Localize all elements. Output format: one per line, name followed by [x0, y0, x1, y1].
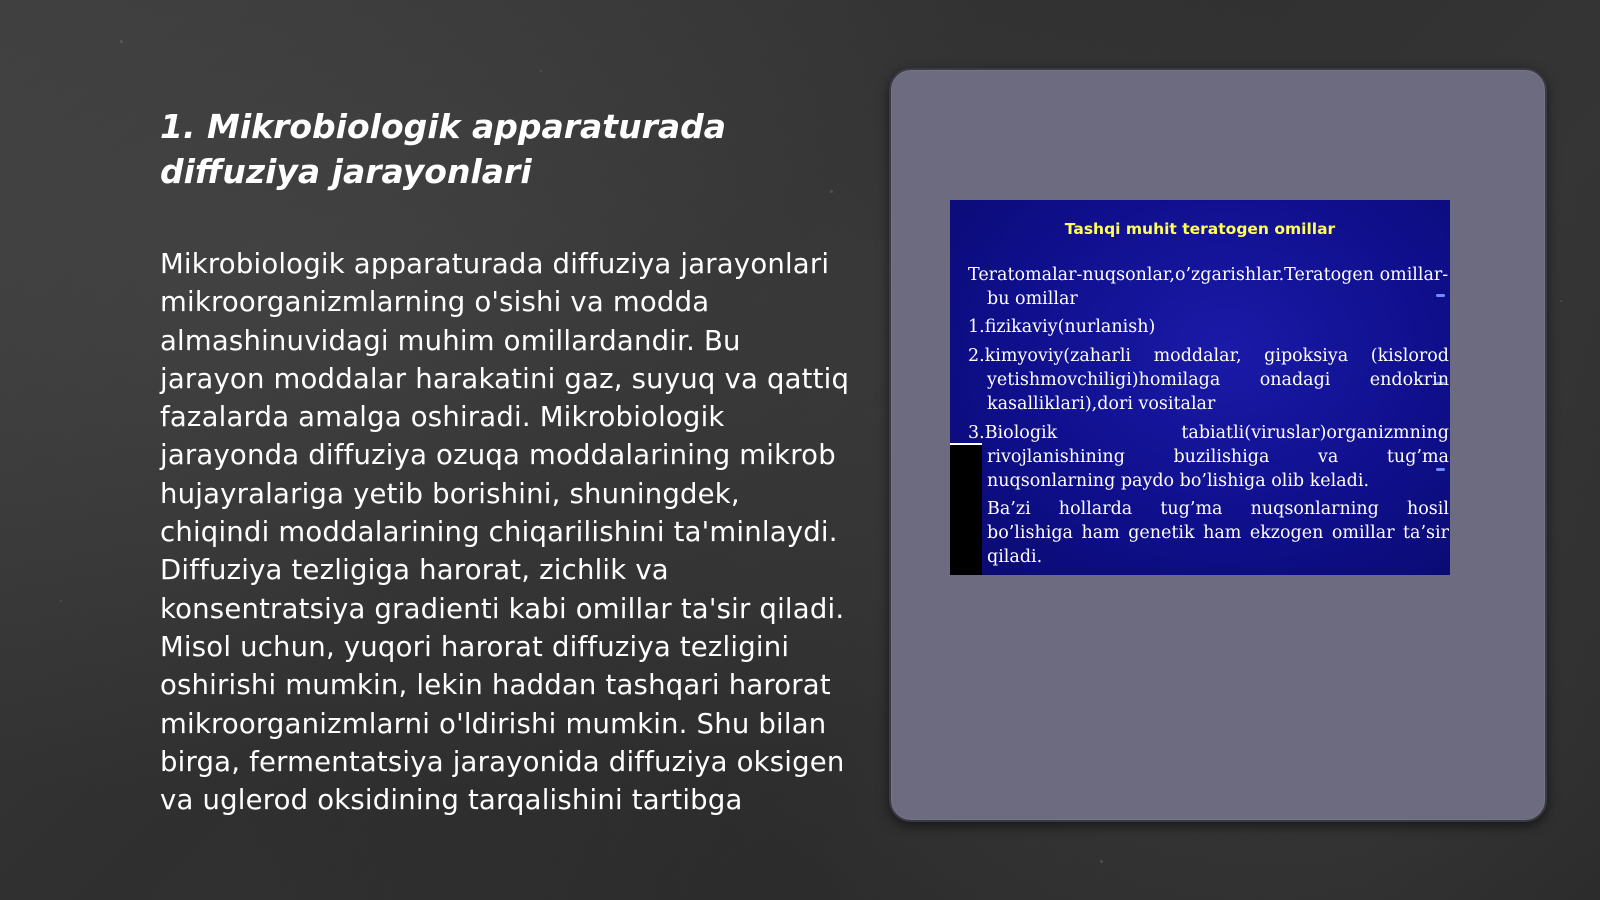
embedded-slide-title: Tashqi muhit teratogen omillar	[1064, 220, 1336, 238]
chalk-texture	[60, 600, 62, 602]
embedded-item-chemical: 2.kimyoviy(zaharli moddalar, gipoksiya (kislorod yetishmovchiligi)homilaga onadagi endokrin kasalliklari),dori vositalar	[968, 346, 1449, 414]
chalk-texture	[830, 190, 833, 193]
slide-body-text: Mikrobiologik apparaturada diffuziya jarayonlari mikroorganizmlarning o'sishi va modda almashinuvidagi muhim omillardandir. Bu jarayon moddalar harakatini gaz, suyuq va qattiq fazalarda amalga oshiradi. Mikrobiologik jarayonda diffuziya ozuqa moddalarining mikrob hujayralariga yetib borishini, shuningdek, chiqindi moddalarining chiqarilishini ta'minlaydi. Diffuziya tezligiga harorat, zichlik va konsentratsiya gradienti kabi omillar ta'sir qiladi. Misol uchun, yuqori harorat diffuziya tezligini oshirishi mumkin, lekin haddan tashqari harorat mikroorganizmlarni o'ldirishi mumkin. Shu bilan birga, fermentatsiya jarayonida diffuziya oksigen va uglerod oksidining tarqalishini tartibga	[160, 248, 850, 817]
embedded-item-physical: 1.fizikaviy(nurlanish)	[968, 317, 1156, 337]
chalk-texture	[540, 70, 542, 72]
embedded-slide-image	[950, 200, 1450, 575]
embedded-item-intro: Teratomalar-nuqsonlar,o’zgarishlar.Teratogen omillar-bu omillar	[968, 265, 1449, 309]
embedded-item-note: Ba’zi hollarda tug’ma nuqsonlarning hosil bo’lishiga ham genetik ham ekzogen omillar ta’sir qiladi.	[987, 499, 1449, 567]
chalk-texture	[120, 40, 123, 43]
slide-title: 1. Mikrobiologik apparaturada diffuziya jarayonlari	[160, 107, 727, 191]
chalk-texture	[1100, 860, 1103, 863]
embedded-item-biological: 3.Biologik tabiatli(viruslar)organizmning rivojlanishining buzilishiga va tug’ma nuqsonlarning paydo bo’lishiga olib keladi.	[968, 423, 1449, 491]
chalk-texture	[1560, 300, 1562, 302]
